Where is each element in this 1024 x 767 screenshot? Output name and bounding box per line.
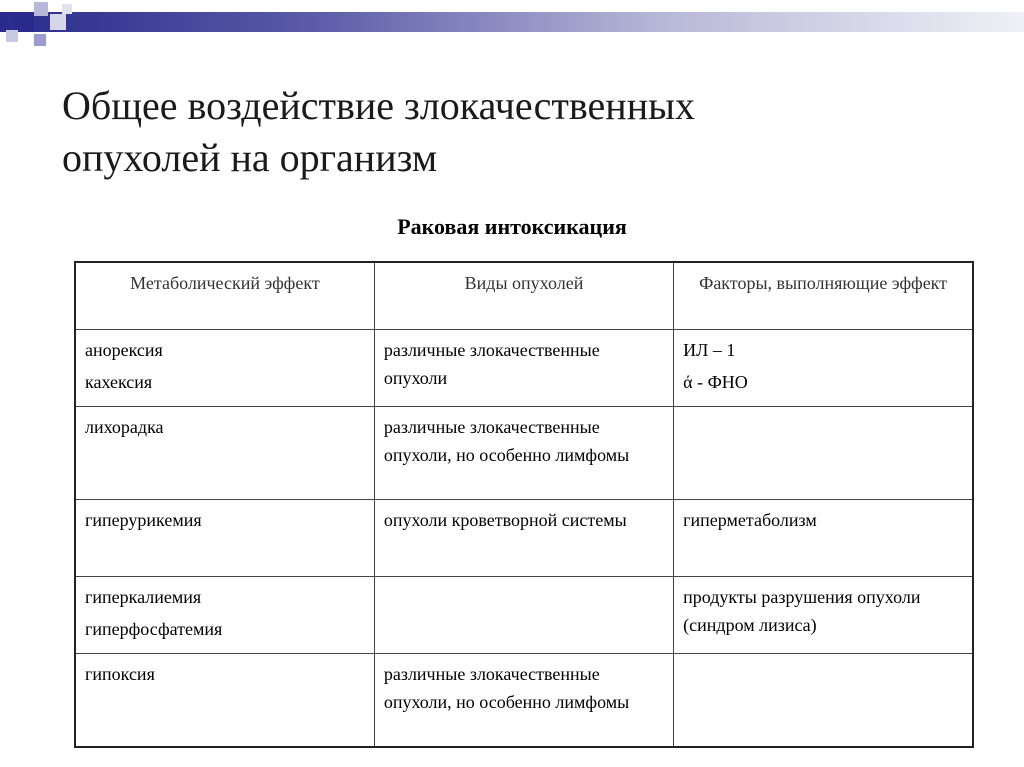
column-header: Метаболический эффект (75, 262, 374, 330)
factors-cell (674, 407, 973, 500)
effect-cell (75, 654, 374, 748)
factor-text: ИЛ – 1 (683, 340, 736, 360)
column-header: Виды опухолей (374, 262, 673, 330)
decor-square (50, 14, 66, 30)
effect-cell (75, 407, 374, 500)
tumors-cell (374, 500, 673, 577)
tumors-text: опухоли кроветворной системы (383, 510, 627, 530)
tumors-text: различные злокачественные опухоли (383, 340, 600, 388)
decor-square (34, 34, 46, 46)
factors-cell (674, 577, 973, 654)
table-row (75, 500, 973, 577)
column-header: Факторы, выполняющие эффект (674, 262, 973, 330)
effect-text: анорексия (85, 340, 163, 360)
tumors-cell (374, 654, 673, 748)
effect-text: лихорадка (85, 417, 164, 437)
decor-square (6, 30, 18, 42)
table-row (75, 407, 973, 500)
table-row (75, 330, 973, 407)
factors-cell (674, 500, 973, 577)
effect-cell (75, 500, 374, 577)
effect-cell (75, 330, 374, 407)
intoxication-table (74, 261, 974, 748)
table-header-row (75, 262, 973, 330)
effect-text: гиперкалиемия (85, 587, 202, 607)
decor-square (34, 2, 48, 16)
table-row (75, 654, 973, 748)
tumors-cell (374, 407, 673, 500)
factors-cell (674, 330, 973, 407)
effect-text: гиперфосфатемия (85, 619, 223, 639)
factor-text: гиперметаболизм (683, 510, 817, 530)
factor-text: продукты разрушения опухоли (синдром лизиса) (683, 587, 921, 635)
effect-cell (75, 577, 374, 654)
factors-cell (674, 654, 973, 748)
table-row (75, 577, 973, 654)
title-bar-gradient (0, 12, 1024, 32)
effect-text: гипоксия (85, 664, 155, 684)
factor-text: ά - ФНО (683, 372, 748, 392)
decor-square (62, 4, 72, 14)
tumors-cell (374, 330, 673, 407)
tumors-cell (374, 577, 673, 654)
decor-square (14, 12, 34, 32)
table-caption: Раковая интоксикация (397, 214, 627, 239)
effect-text: кахексия (85, 372, 153, 392)
effect-text: гиперурикемия (85, 510, 202, 530)
tumors-text: различные злокачественные опухоли, но особенно лимфомы (383, 664, 630, 712)
slide-title (62, 80, 962, 184)
slide-title-line: опухолей на организм (62, 135, 438, 180)
slide-title-line: Общее воздействие злокачественных (62, 83, 695, 128)
tumors-text: различные злокачественные опухоли, но особенно лимфомы (383, 417, 630, 465)
